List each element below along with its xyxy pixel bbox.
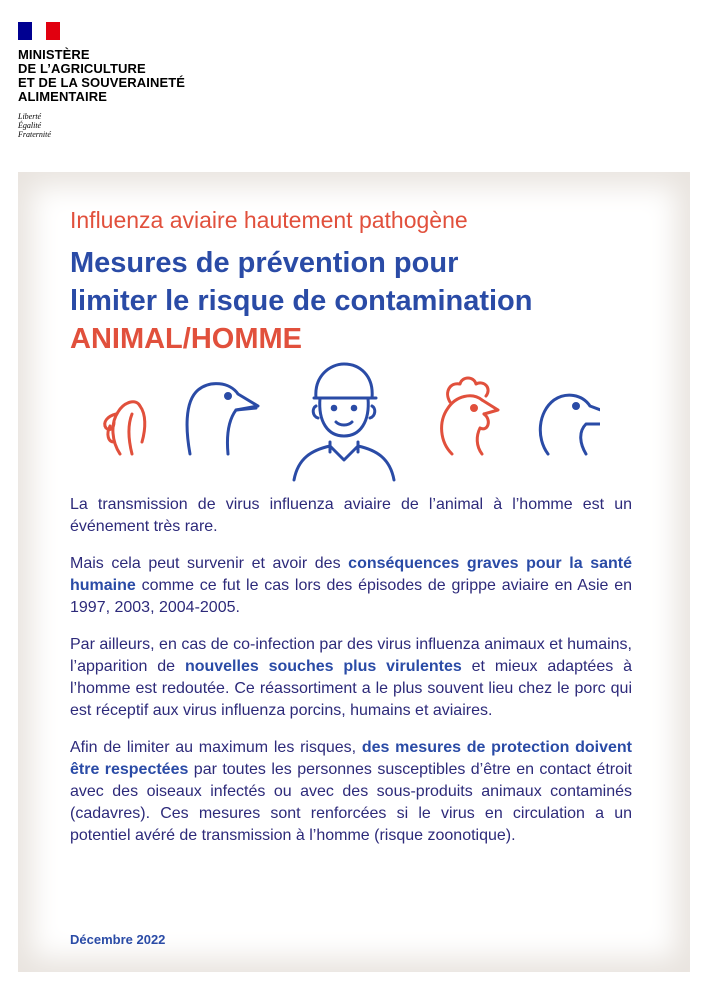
marianne-flag-icon bbox=[18, 22, 60, 40]
motto-line: Fraternité bbox=[18, 130, 51, 139]
ministry-line: ET DE LA SOUVERAINETÉ bbox=[18, 75, 186, 90]
goose-icon bbox=[187, 384, 258, 454]
illustration bbox=[80, 362, 600, 482]
paragraph-4: Afin de limiter au maximum les risques, des mesures de protection doivent être respectées par toutes les personnes susceptibles d’être en contact étroit avec des oiseaux infectés ou avec des sous-produits animaux contaminés (cadavres). Ces mesures sont renforcées si le virus en circulation a un potentiel avéré de transmission à l’homme (risque zoonotique). bbox=[70, 739, 633, 844]
poster-subtitle: Influenza aviaire hautement pathogène bbox=[70, 207, 468, 233]
title-emphasis: ANIMAL/HOMME bbox=[70, 323, 302, 355]
poster-title bbox=[70, 244, 533, 358]
paragraph-1: La transmission de virus influenza aviaire de l’animal à l’homme est un événement très rare. bbox=[70, 496, 632, 535]
ministry-line: DE L’AGRICULTURE bbox=[18, 61, 146, 76]
title-line: limiter le risque de contamination bbox=[70, 285, 533, 317]
title-line: Mesures de prévention pour bbox=[70, 247, 459, 279]
poster-panel bbox=[18, 172, 690, 972]
turkey-icon bbox=[105, 402, 145, 454]
ministry-line: MINISTÈRE bbox=[18, 47, 90, 62]
motto-line: Liberté bbox=[18, 112, 42, 121]
ministry-name bbox=[18, 48, 185, 104]
motto-line: Égalité bbox=[18, 121, 42, 130]
republic-motto bbox=[18, 112, 185, 139]
duck-icon bbox=[540, 395, 600, 454]
rooster-icon bbox=[442, 378, 498, 454]
farmer-icon bbox=[294, 364, 394, 480]
ministry-logo bbox=[18, 22, 185, 139]
paragraph-2: Mais cela peut survenir et avoir des conséquences graves pour la santé humaine comme ce fut le cas lors des épisodes de grippe aviaire en Asie en 1997, 2003, 2004-2005. bbox=[70, 555, 632, 616]
paragraph-3: Par ailleurs, en cas de co-infection par des virus influenza animaux et humains, l’apparition de nouvelles souches plus virulentes et mieux adaptées à l’homme est redoutée. Ce réassortiment a le plus souvent lieu chez le porc qui est réceptif aux virus influenza porcins, humains et aviaires. bbox=[70, 636, 632, 719]
ministry-line: ALIMENTAIRE bbox=[18, 89, 107, 104]
body-text bbox=[70, 494, 632, 862]
publication-date: Décembre 2022 bbox=[70, 932, 166, 947]
